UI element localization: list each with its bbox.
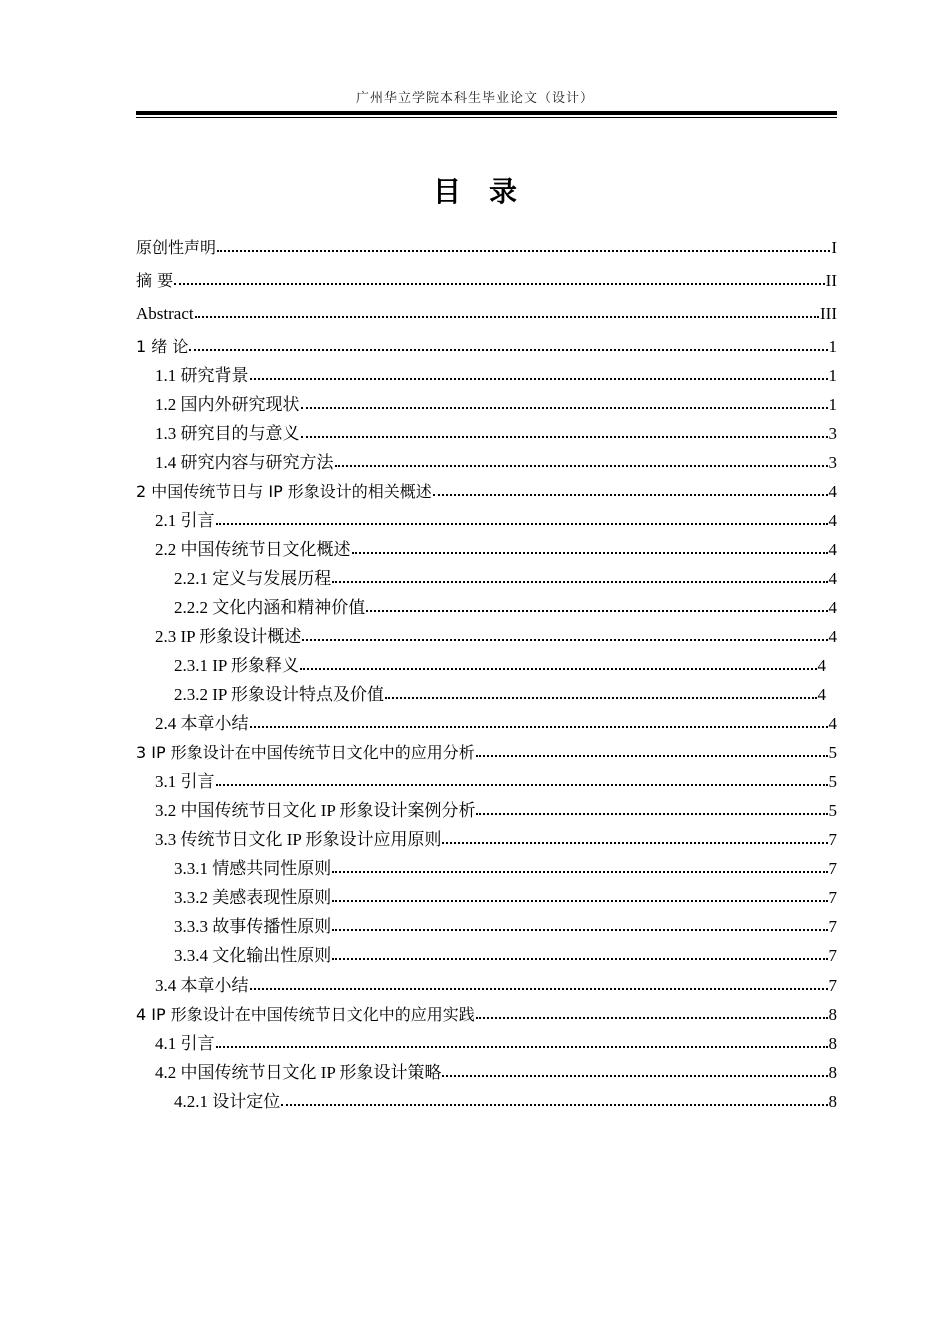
toc-leader (302, 639, 827, 641)
toc-leader (189, 349, 827, 351)
toc-leader (332, 900, 827, 902)
toc-leader (216, 523, 828, 525)
toc-label: 2.2.2 文化内涵和精神价值 (174, 598, 366, 617)
toc-page: 4 (828, 482, 837, 501)
toc-entry[interactable] (136, 537, 837, 563)
toc-page: 7 (828, 888, 837, 907)
toc-label: 1.3 研究目的与意义 (155, 424, 300, 443)
toc-title: 目录 (432, 175, 545, 208)
toc-leader (352, 552, 828, 554)
toc-page: 4 (828, 627, 837, 646)
toc-label: 3.2 中国传统节日文化 IP 形象设计案例分析 (155, 801, 476, 820)
toc-leader (195, 316, 819, 318)
toc-leader (250, 988, 828, 990)
toc-page: 1 (828, 395, 837, 414)
toc-label: Abstract (136, 304, 194, 323)
toc-leader (442, 1075, 827, 1077)
toc-page: 4 (828, 511, 837, 530)
toc-page: 7 (828, 976, 837, 995)
toc-entry[interactable] (136, 363, 837, 389)
toc-leader (301, 407, 828, 409)
toc-entry[interactable] (136, 301, 837, 327)
toc-label: 1.1 研究背景 (155, 366, 249, 385)
toc-page: 5 (828, 801, 837, 820)
toc-label: 3.3.4 文化输出性原则 (174, 946, 332, 965)
toc-label: 1.4 研究内容与研究方法 (155, 453, 334, 472)
toc-page: 8 (828, 1005, 837, 1024)
toc-label: 4.1 引言 (155, 1034, 215, 1053)
toc-label: 3 IP 形象设计在中国传统节日文化中的应用分析 (136, 743, 475, 762)
toc-page: 5 (828, 772, 837, 791)
toc-label: 4.2 中国传统节日文化 IP 形象设计策略 (155, 1063, 442, 1082)
toc-page: 5 (828, 743, 837, 762)
toc-entry[interactable] (136, 595, 837, 621)
toc-leader (332, 871, 827, 873)
toc-entry[interactable] (136, 334, 837, 360)
toc-label: 3.1 引言 (155, 772, 215, 791)
toc-page: 4 (817, 685, 826, 704)
toc-leader (281, 1104, 827, 1106)
toc-entry[interactable] (136, 508, 837, 534)
toc-entry[interactable] (136, 235, 837, 261)
toc-page: III (820, 304, 837, 323)
toc-entry[interactable] (136, 682, 826, 708)
toc-entry[interactable] (136, 450, 837, 476)
toc-page: 1 (828, 366, 837, 385)
page-header: 广州华立学院本科生毕业论文（设计） (355, 90, 594, 105)
toc-label: 3.3.2 美感表现性原则 (174, 888, 332, 907)
toc-label: 2.2 中国传统节日文化概述 (155, 540, 351, 559)
toc-entry[interactable] (136, 653, 826, 679)
toc-label: 3.3.1 情感共同性原则 (174, 859, 332, 878)
toc-page: II (825, 271, 837, 290)
toc-page: 7 (828, 946, 837, 965)
toc-leader (300, 668, 817, 670)
toc-leader (442, 842, 827, 844)
toc-leader (301, 436, 828, 438)
toc-page: 8 (828, 1092, 837, 1111)
toc-page: 3 (828, 453, 837, 472)
toc-label: 2.3.2 IP 形象设计特点及价值 (174, 685, 384, 704)
toc-leader (385, 697, 817, 699)
toc-page: 3 (828, 424, 837, 443)
toc-entry[interactable] (136, 1031, 837, 1057)
toc-label: 4.2.1 设计定位 (174, 1092, 281, 1111)
toc-leader (250, 726, 828, 728)
toc-entry[interactable] (136, 268, 837, 294)
toc-page: 7 (828, 917, 837, 936)
toc-page: 8 (828, 1063, 837, 1082)
toc-entry[interactable] (136, 624, 837, 650)
toc-page: 4 (817, 656, 826, 675)
toc-leader (332, 958, 827, 960)
toc-label: 摘 要 (136, 271, 174, 290)
toc-page: 4 (828, 569, 837, 588)
toc-page: 1 (828, 337, 837, 356)
toc-entry[interactable] (136, 392, 837, 418)
toc-leader (332, 581, 827, 583)
toc-leader (476, 755, 828, 757)
toc-leader (217, 250, 830, 252)
toc-entry[interactable] (136, 566, 837, 592)
toc-label: 1.2 国内外研究现状 (155, 395, 300, 414)
toc-leader (332, 929, 827, 931)
toc-entry[interactable] (136, 943, 837, 969)
toc-label: 原创性声明 (136, 238, 217, 257)
toc-label: 2.3 IP 形象设计概述 (155, 627, 302, 646)
toc-entry[interactable] (136, 740, 837, 766)
toc-page: 4 (828, 540, 837, 559)
header-rule-thin (136, 117, 837, 118)
header-rule (136, 111, 837, 115)
toc-leader (250, 378, 828, 380)
toc-label: 2.3.1 IP 形象释义 (174, 656, 299, 675)
toc-entry[interactable] (136, 769, 837, 795)
toc-label: 2 中国传统节日与 IP 形象设计的相关概述 (136, 482, 432, 501)
toc-label: 3.4 本章小结 (155, 976, 249, 995)
toc-entry[interactable] (136, 827, 837, 853)
toc-leader (433, 494, 828, 496)
toc-label: 3.3 传统节日文化 IP 形象设计应用原则 (155, 830, 442, 849)
toc-entry[interactable] (136, 856, 837, 882)
toc-leader (335, 465, 828, 467)
toc-entry[interactable] (136, 914, 837, 940)
toc-label: 2.2.1 定义与发展历程 (174, 569, 332, 588)
toc-leader (174, 283, 825, 285)
toc-leader (476, 1017, 828, 1019)
toc-entry[interactable] (136, 421, 837, 447)
toc-leader (216, 1046, 828, 1048)
toc-page: 7 (828, 830, 837, 849)
toc-leader (216, 784, 828, 786)
toc-label: 1 绪 论 (136, 337, 189, 356)
toc-label: 4 IP 形象设计在中国传统节日文化中的应用实践 (136, 1005, 475, 1024)
toc-entry[interactable] (136, 1002, 837, 1028)
toc-page: 4 (828, 598, 837, 617)
toc-page: 7 (828, 859, 837, 878)
toc-leader (366, 610, 827, 612)
toc-page: I (831, 238, 837, 257)
toc-entry[interactable] (136, 1089, 837, 1115)
toc-entry[interactable] (136, 885, 837, 911)
toc-entry[interactable] (136, 798, 837, 824)
toc-label: 3.3.3 故事传播性原则 (174, 917, 332, 936)
toc-label: 2.4 本章小结 (155, 714, 249, 733)
toc-entry[interactable] (136, 711, 837, 737)
toc-label: 2.1 引言 (155, 511, 215, 530)
toc-entry[interactable] (136, 973, 837, 999)
toc-entry[interactable] (136, 479, 837, 505)
toc-page: 8 (828, 1034, 837, 1053)
toc-entry[interactable] (136, 1060, 837, 1086)
toc-leader (476, 813, 827, 815)
toc-page: 4 (828, 714, 837, 733)
